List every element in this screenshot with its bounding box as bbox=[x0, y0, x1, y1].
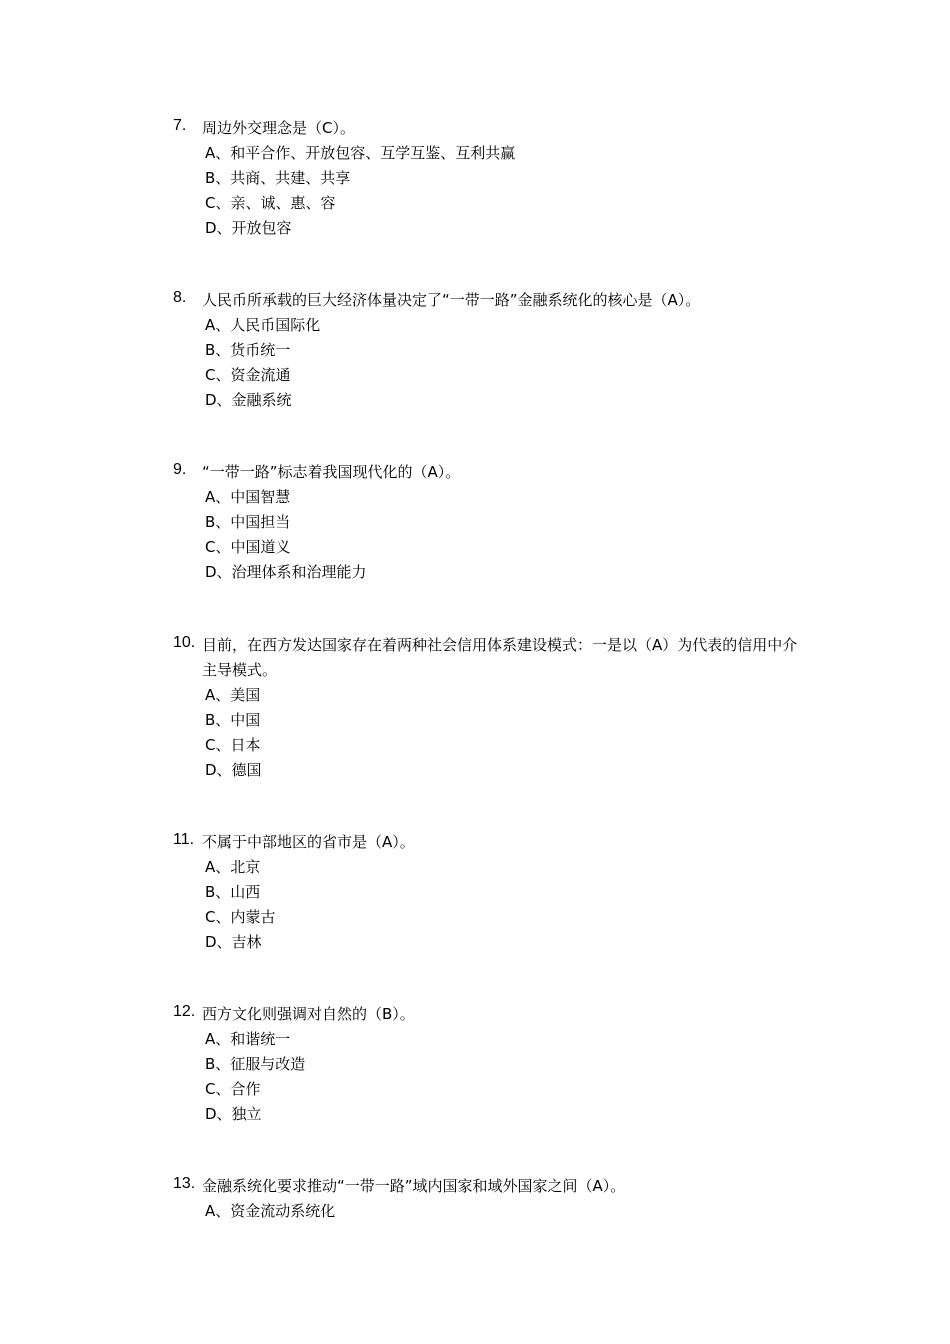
option-a: A、和平合作、开放包容、互学互鉴、互利共赢 bbox=[205, 144, 516, 162]
question-text: 西方文化则强调对自然的（B）。 bbox=[202, 1005, 415, 1023]
option-b: B、中国 bbox=[205, 711, 261, 729]
question-text: 周边外交理念是（C）。 bbox=[202, 119, 355, 137]
question-8 bbox=[173, 288, 823, 413]
option-b: B、征服与改造 bbox=[205, 1055, 306, 1073]
option-c: C、亲、诚、惠、容 bbox=[205, 194, 336, 212]
option-c: C、合作 bbox=[205, 1080, 261, 1098]
option-list bbox=[205, 141, 823, 241]
option-d: D、德国 bbox=[205, 761, 262, 779]
option-a: A、北京 bbox=[205, 858, 261, 876]
question-number: 12. bbox=[173, 1003, 196, 1020]
question-number: 7. bbox=[173, 117, 187, 134]
question-stem bbox=[173, 1174, 823, 1199]
option-d: D、独立 bbox=[205, 1105, 262, 1123]
option-list bbox=[205, 855, 823, 955]
question-text: 人民币所承载的巨大经济体量决定了“一带一路”金融系统化的核心是（A）。 bbox=[202, 291, 701, 309]
question-text: 不属于中部地区的省市是（A）。 bbox=[202, 833, 415, 851]
question-12 bbox=[173, 1002, 823, 1127]
option-a: A、资金流动系统化 bbox=[205, 1202, 336, 1220]
option-d: D、开放包容 bbox=[205, 219, 292, 237]
question-10 bbox=[173, 633, 823, 783]
option-list bbox=[205, 485, 823, 585]
option-b: B、中国担当 bbox=[205, 513, 291, 531]
question-text: “一带一路”标志着我国现代化的（A）。 bbox=[202, 463, 461, 481]
question-number: 8. bbox=[173, 289, 187, 306]
option-a: A、和谐统一 bbox=[205, 1030, 291, 1048]
option-d: D、金融系统 bbox=[205, 391, 292, 409]
question-number: 10. bbox=[173, 634, 196, 651]
option-a: A、中国智慧 bbox=[205, 488, 291, 506]
question-stem bbox=[173, 288, 823, 313]
option-b: B、共商、共建、共享 bbox=[205, 169, 351, 187]
question-text: 金融系统化要求推动“一带一路”域内国家和域外国家之间（A）。 bbox=[202, 1177, 626, 1195]
question-stem bbox=[173, 1002, 823, 1027]
option-c: C、日本 bbox=[205, 736, 261, 754]
option-b: B、货币统一 bbox=[205, 341, 291, 359]
question-13 bbox=[173, 1174, 823, 1224]
option-list bbox=[205, 1027, 823, 1127]
option-c: C、内蒙古 bbox=[205, 908, 276, 926]
option-list bbox=[205, 1199, 823, 1224]
question-stem bbox=[173, 830, 823, 855]
option-a: A、人民币国际化 bbox=[205, 316, 321, 334]
option-b: B、山西 bbox=[205, 883, 261, 901]
question-11 bbox=[173, 830, 823, 955]
option-a: A、美国 bbox=[205, 686, 261, 704]
option-d: D、治理体系和治理能力 bbox=[205, 563, 367, 581]
option-c: C、资金流通 bbox=[205, 366, 291, 384]
question-9 bbox=[173, 460, 823, 585]
question-stem bbox=[173, 633, 823, 683]
option-list bbox=[205, 683, 823, 783]
question-text: 目前，在西方发达国家存在着两种社会信用体系建设模式：一是以（A）为代表的信用中介主导模式。 bbox=[202, 636, 798, 679]
question-stem bbox=[173, 116, 823, 141]
option-d: D、吉林 bbox=[205, 933, 262, 951]
question-7 bbox=[173, 116, 823, 241]
option-c: C、中国道义 bbox=[205, 538, 291, 556]
question-stem bbox=[173, 460, 823, 485]
question-number: 13. bbox=[173, 1175, 196, 1192]
question-number: 9. bbox=[173, 461, 187, 478]
question-number: 11. bbox=[173, 831, 195, 848]
option-list bbox=[205, 313, 823, 413]
